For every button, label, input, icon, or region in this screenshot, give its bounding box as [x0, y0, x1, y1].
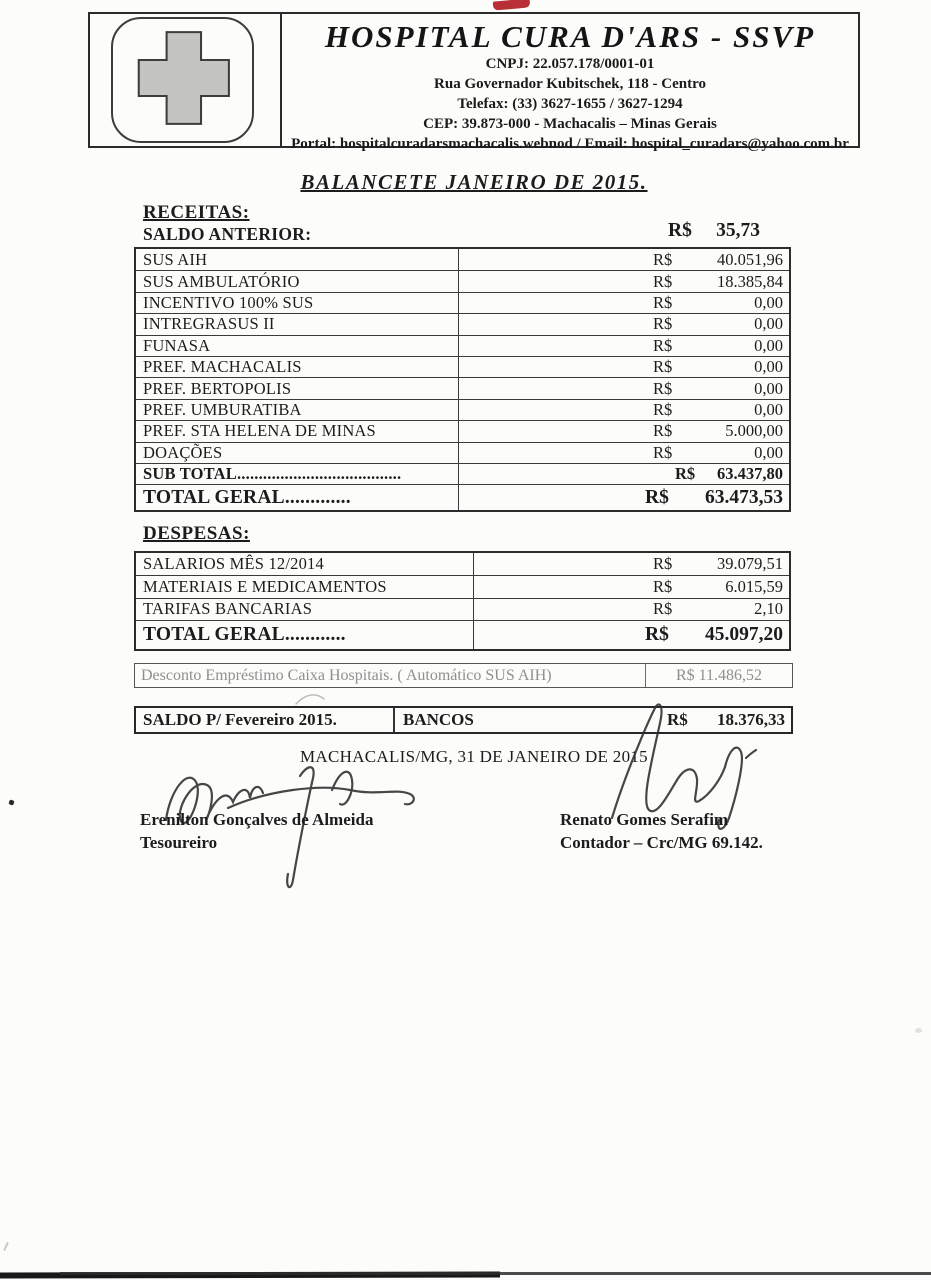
header-address: Rua Governador Kubitschek, 118 - Centro: [434, 76, 706, 92]
currency-symbol: R$: [653, 249, 673, 269]
medical-cross-icon: [124, 22, 242, 139]
row-value: [459, 464, 789, 484]
currency-symbol: R$: [668, 220, 692, 241]
row-amount: 0,00: [754, 442, 783, 462]
row-value: [459, 421, 789, 441]
currency-symbol: R$: [667, 710, 688, 729]
receitas-heading: RECEITAS:: [143, 202, 250, 223]
row-label: SUS AMBULATÓRIO: [136, 271, 459, 291]
desconto-row: [134, 663, 793, 688]
saldo-anterior-label: SALDO ANTERIOR:: [143, 224, 312, 244]
row-label: TOTAL GERAL.............: [136, 485, 459, 510]
header-box: [88, 12, 860, 152]
currency-symbol: R$: [653, 357, 673, 377]
table-row: [136, 598, 789, 620]
row-amount: 6.015,59: [725, 577, 783, 597]
row-amount: 0,00: [754, 292, 783, 312]
row-label: TOTAL GERAL............: [136, 621, 474, 649]
saldo-bank-label: BANCOS: [403, 710, 474, 729]
header-cep: CEP: 39.873-000 - Machacalis – Minas Gerais: [423, 116, 717, 132]
row-value: [459, 293, 789, 313]
currency-symbol: R$: [653, 271, 673, 291]
hospital-logo: [111, 17, 254, 143]
table-row: [136, 575, 789, 597]
table-row: [136, 356, 789, 377]
currency-symbol: R$: [653, 292, 673, 312]
currency-symbol: R$: [653, 599, 673, 619]
row-value: [459, 271, 789, 291]
saldo-anterior-amount: 35,73: [716, 220, 760, 241]
currency-symbol: R$: [645, 624, 669, 646]
row-label: SUS AIH: [136, 249, 459, 270]
row-label: FUNASA: [136, 336, 459, 356]
table-row: [136, 249, 789, 270]
despesas-table: [134, 551, 791, 651]
row-label: SALARIOS MÊS 12/2014: [136, 553, 474, 575]
currency-symbol: R$: [653, 421, 673, 441]
signer-left-role: Tesoureiro: [140, 833, 218, 852]
currency-symbol: R$: [653, 399, 673, 419]
pencil-mark: [296, 695, 324, 704]
header-info: [282, 14, 858, 152]
row-label: TARIFAS BANCARIAS: [136, 599, 474, 620]
row-value: [459, 314, 789, 334]
table-row: [136, 484, 789, 510]
row-label: INCENTIVO 100% SUS: [136, 293, 459, 313]
desconto-value: R$ 11.486,52: [675, 666, 763, 684]
currency-symbol: R$: [675, 464, 696, 484]
row-amount: 63.437,80: [717, 464, 783, 484]
desconto-label: Desconto Empréstimo Caixa Hospitais. ( Automático SUS AIH): [135, 664, 646, 687]
row-amount: 18.385,84: [717, 271, 783, 291]
row-label: DOAÇÕES: [136, 443, 459, 463]
row-label: SUB TOTAL......................................: [136, 464, 459, 484]
currency-symbol: R$: [653, 442, 673, 462]
row-amount: 0,00: [754, 378, 783, 398]
ink-speck: [915, 1028, 922, 1033]
row-value: [474, 576, 789, 597]
header-telefax: Telefax: (33) 3627-1655 / 3627-1294: [457, 96, 683, 112]
table-row: [136, 270, 789, 291]
row-label: MATERIAIS E MEDICAMENTOS: [136, 576, 474, 597]
table-row: [136, 377, 789, 398]
row-amount: 0,00: [754, 335, 783, 355]
row-value: [459, 336, 789, 356]
document-title: BALANCETE JANEIRO DE 2015.: [300, 170, 648, 194]
signer-right-role: Contador – Crc/MG 69.142.: [560, 833, 763, 852]
saldo-amount: 18.376,33: [717, 710, 785, 729]
despesas-heading: DESPESAS:: [143, 523, 250, 544]
row-value: [459, 378, 789, 398]
table-row: [136, 553, 789, 575]
row-label: PREF. STA HELENA DE MINAS: [136, 421, 459, 441]
currency-symbol: R$: [653, 335, 673, 355]
hospital-name: HOSPITAL CURA D'ARS - SSVP: [324, 19, 816, 54]
table-row: [136, 463, 789, 484]
signer-right-block: [560, 808, 763, 854]
row-amount: 40.051,96: [717, 249, 783, 269]
row-amount: 5.000,00: [725, 421, 783, 441]
ink-speck: [3, 1242, 9, 1251]
header-cnpj: CNPJ: 22.057.178/0001-01: [485, 56, 655, 72]
currency-symbol: R$: [653, 554, 673, 574]
row-value: [459, 400, 789, 420]
table-row: [136, 442, 789, 463]
row-value: [474, 553, 789, 575]
signatures-layer: [0, 690, 931, 900]
saldo-label: SALDO P/ Fevereiro 2015.: [136, 708, 395, 732]
row-amount: 0,00: [754, 314, 783, 334]
row-amount: 45.097,20: [705, 624, 783, 646]
header-portal: Portal: hospitalcuradarsmachacalis.webnod / Email: hospital_curadars@yahoo.com.br: [291, 136, 849, 152]
row-label: INTREGRASUS II: [136, 314, 459, 334]
row-value: [459, 485, 789, 510]
scan-artifact-bar: [60, 1272, 931, 1275]
row-value: [474, 621, 789, 649]
table-row: [136, 292, 789, 313]
row-amount: 63.473,53: [705, 486, 783, 508]
date-line: MACHACALIS/MG, 31 DE JANEIRO DE 2015: [300, 747, 648, 766]
row-label: PREF. BERTOPOLIS: [136, 378, 459, 398]
table-row: [136, 399, 789, 420]
row-amount: 39.079,51: [717, 554, 783, 574]
scan-red-mark: [493, 0, 531, 11]
row-label: PREF. UMBURATIBA: [136, 400, 459, 420]
currency-symbol: R$: [645, 486, 669, 508]
row-value: [459, 249, 789, 270]
row-value: [474, 599, 789, 620]
row-amount: 0,00: [754, 399, 783, 419]
table-row: [136, 313, 789, 334]
signer-left-block: [140, 808, 373, 854]
table-row: [136, 335, 789, 356]
currency-symbol: R$: [653, 378, 673, 398]
row-value: [459, 443, 789, 463]
row-amount: 2,10: [754, 599, 783, 619]
logo-cell: [90, 14, 282, 146]
receitas-table: [134, 247, 791, 512]
signer-left-name: Erenilton Gonçalves de Almeida: [140, 810, 374, 829]
row-label: PREF. MACHACALIS: [136, 357, 459, 377]
currency-symbol: R$: [653, 314, 673, 334]
table-row: [136, 420, 789, 441]
signer-right-name: Renato Gomes Serafim: [560, 810, 729, 829]
row-amount: 0,00: [754, 357, 783, 377]
table-row: [136, 620, 789, 649]
saldo-anterior-value: [668, 220, 760, 242]
currency-symbol: R$: [653, 577, 673, 597]
row-value: [459, 357, 789, 377]
